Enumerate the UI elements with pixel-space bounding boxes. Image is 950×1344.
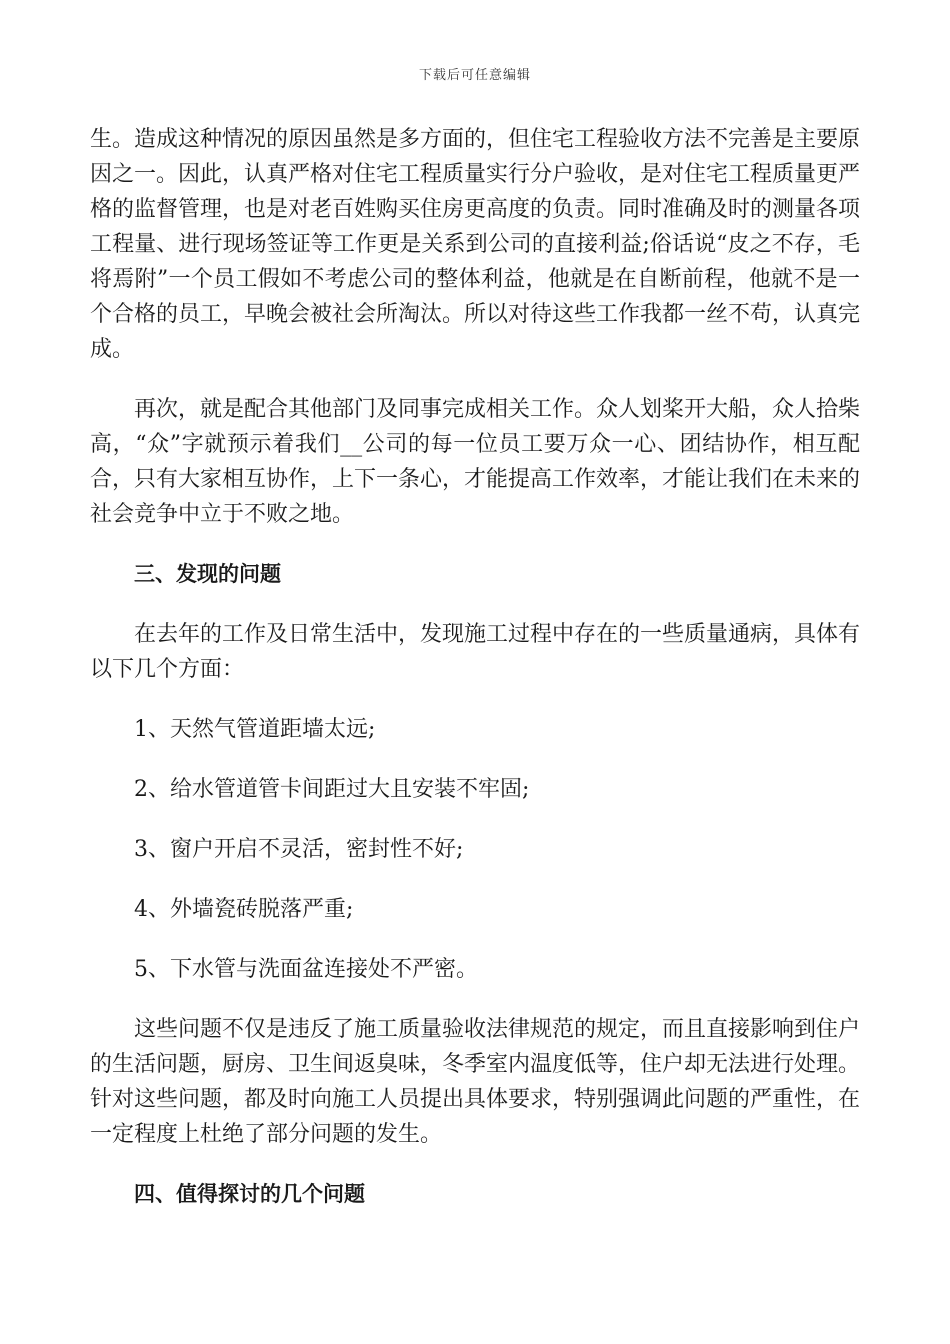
section-heading-discussion: 四、值得探讨的几个问题 bbox=[134, 1182, 365, 1206]
list-item: 2、给水管道管卡间距过大且安装不牢固; bbox=[134, 777, 530, 802]
paragraph-continuation: 生。造成这种情况的原因虽然是多方面的，但住宅工程验收方法不完善是主要原因之一。因此，认真严格对住宅工程质量实行分户验收，是对住宅工程质量更严格的监督管理，也是对老百姓购买住房更高度的负责。同时准确及时的测量各项工程量、进行现场签证等工作更是关系到公司的直接利益;俗话说“皮之不存，毛将焉附”一个员工假如不考虑公司的整体利益，他就是在自断前程，他就不是一个合格的员工，早晚会被社会所淘汰。所以对待这些工作我都一丝不苟，认真完成。 bbox=[90, 127, 861, 362]
list-item: 1、天然气管道距墙太远; bbox=[134, 717, 376, 742]
page-header: 下载后可任意编辑 bbox=[418, 68, 531, 83]
paragraph-problems-intro: 在去年的工作及日常生活中，发现施工过程中存在的一些质量通病，具体有以下几个方面： bbox=[90, 622, 861, 682]
paragraph-cooperation: 再次，就是配合其他部门及同事完成相关工作。众人划桨开大船，众人拾柴高，“众”字就预示着我们__公司的每一位员工要万众一心、团结协作，相互配合，只有大家相互协作，上下一条心，才能提高工作效率，才能让我们在未来的社会竞争中立于不败之地。 bbox=[90, 397, 861, 527]
list-item: 3、窗户开启不灵活，密封性不好; bbox=[134, 837, 464, 862]
paragraph-problems-impact: 这些问题不仅是违反了施工质量验收法律规范的规定，而且直接影响到住户的生活问题，厨房、卫生间返臭味，冬季室内温度低等，住户却无法进行处理。针对这些问题，都及时向施工人员提出具体要求，特别强调此问题的严重性，在一定程度上杜绝了部分问题的发生。 bbox=[90, 1017, 861, 1147]
section-heading-problems: 三、发现的问题 bbox=[134, 562, 281, 586]
list-item: 4、外墙瓷砖脱落严重; bbox=[134, 897, 354, 922]
list-item: 5、下水管与洗面盆连接处不严密。 bbox=[134, 957, 478, 982]
document-body bbox=[90, 122, 860, 1212]
